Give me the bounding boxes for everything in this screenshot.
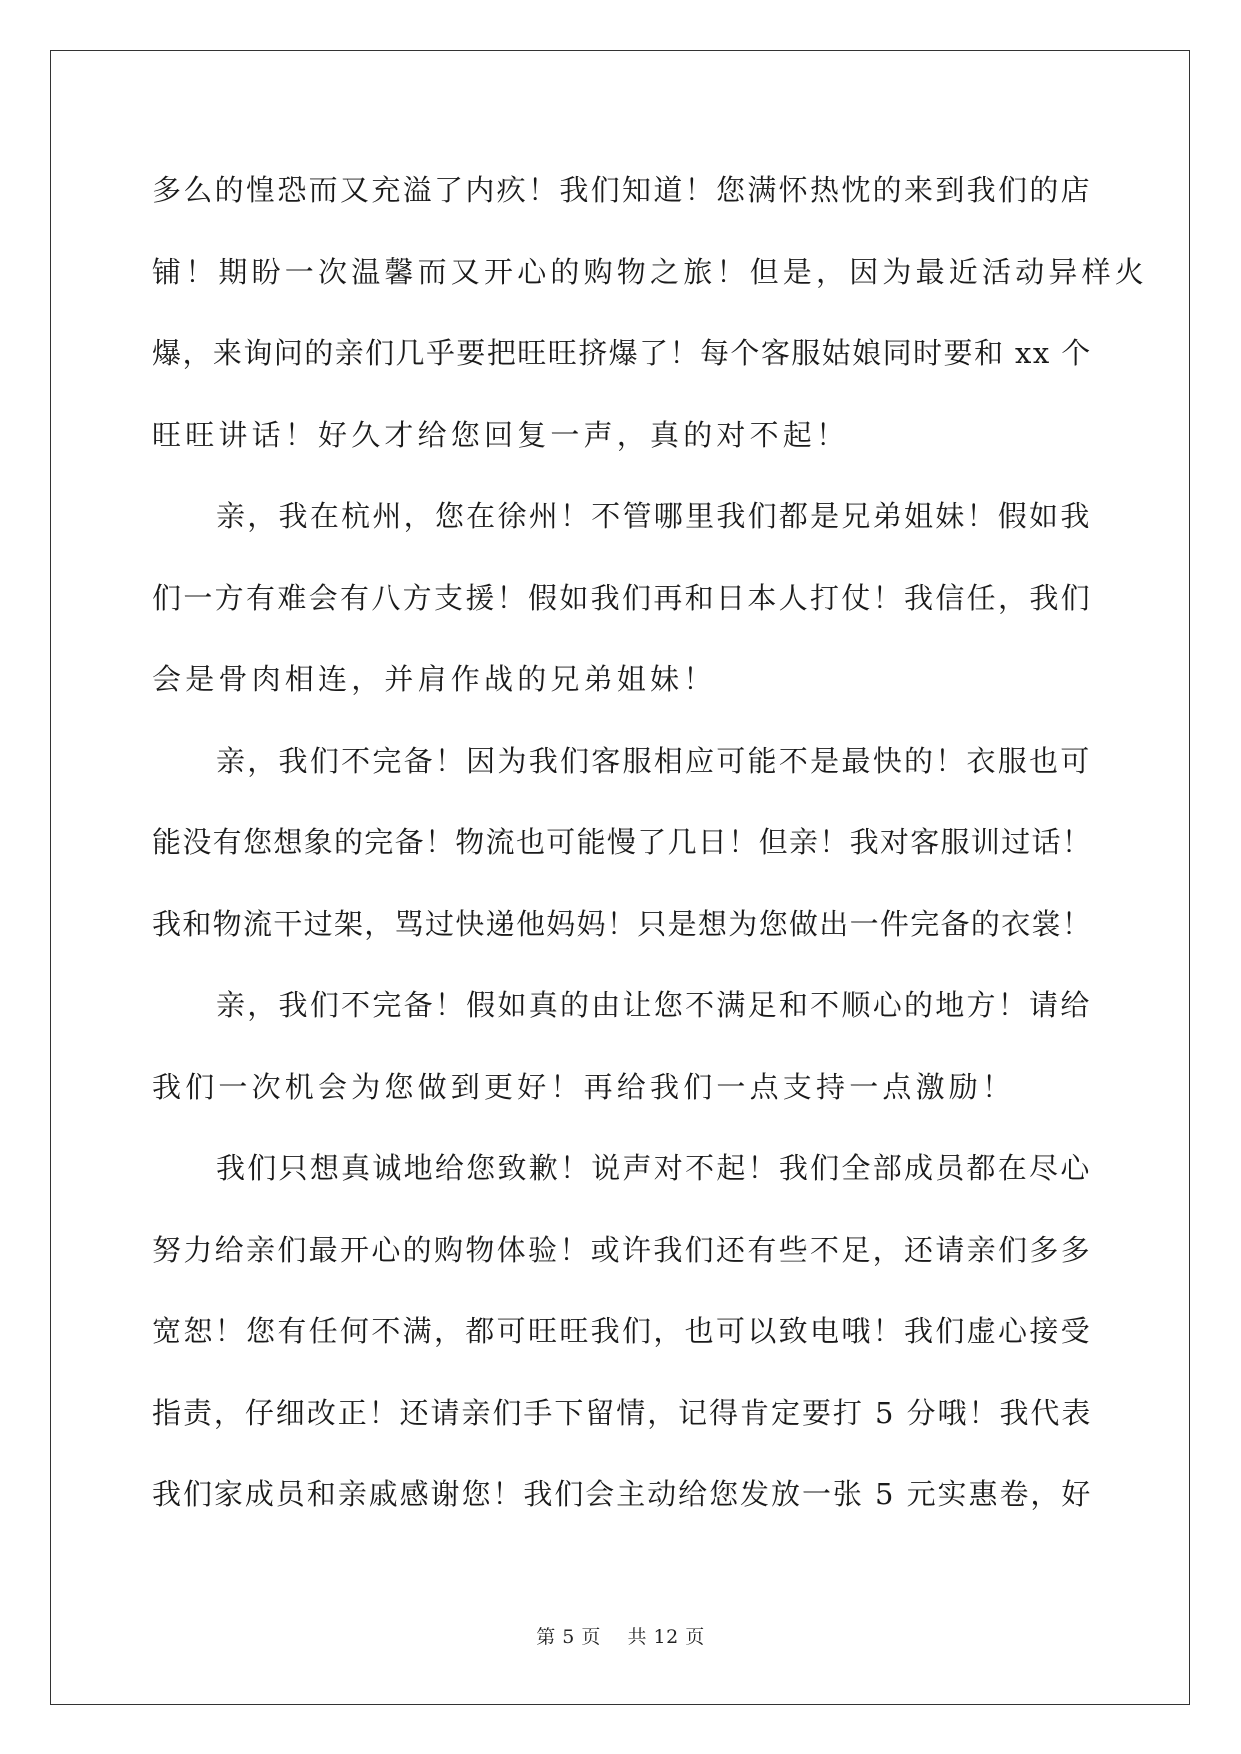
text-line [152, 899, 1092, 981]
text-line [152, 410, 1092, 492]
text-line-content: 我们家成员和亲戚感谢您！我们会主动给您发放一张 5 元实惠卷，好 [152, 1477, 1093, 1511]
text-line-content: 宽恕！您有任何不满，都可旺旺我们，也可以致电哦！我们虚心接受 [152, 1314, 1093, 1348]
text-line-content: 旺旺讲话！好久才给您回复一声，真的对不起！ [152, 417, 850, 452]
text-line-content: 亲，我们不完备！因为我们客服相应可能不是最快的！衣服也可 [216, 743, 1092, 778]
page-number: 第 5 页 [536, 1626, 601, 1648]
text-line [152, 980, 1092, 1062]
text-line [152, 1062, 1092, 1144]
text-line [152, 1143, 1092, 1225]
text-line [152, 817, 1092, 899]
text-line [152, 736, 1092, 818]
text-line [152, 1469, 1092, 1551]
text-line-content: 能没有您想象的完备！物流也可能慢了几日！但亲！我对客服训过话！ [152, 825, 1093, 859]
text-line [152, 1388, 1092, 1470]
text-line-content: 亲，我们不完备！假如真的由让您不满足和不顺心的地方！请给 [216, 988, 1092, 1022]
text-line-content: 铺！期盼一次温馨而又开心的购物之旅！但是，因为最近活动异样火 [152, 254, 1149, 289]
text-line-content: 我们一次机会为您做到更好！再给我们一点支持一点激励！ [152, 1069, 1016, 1104]
text-line [152, 491, 1092, 573]
text-line-content: 努力给亲们最开心的购物体验！或许我们还有些不足，还请亲们多多 [152, 1232, 1093, 1267]
text-line-content: 多么的惶恐而又充溢了内疚！我们知道！您满怀热忱的来到我们的店 [152, 173, 1093, 207]
text-line [152, 1306, 1092, 1388]
text-line-content: 亲，我在杭州，您在徐州！不管哪里我们都是兄弟姐妹！假如我 [216, 499, 1092, 533]
text-line [152, 328, 1092, 410]
text-line-content: 们一方有难会有八方支援！假如我们再和日本人打仗！我信任，我们 [152, 580, 1093, 615]
text-line-content: 指责，仔细改正！还请亲们手下留情，记得肯定要打 5 分哦！我代表 [152, 1395, 1093, 1430]
text-line-content: 我和物流干过架，骂过快递他妈妈！只是想为您做出一件完备的衣裳！ [152, 906, 1093, 941]
text-line [152, 573, 1092, 655]
text-line-content: 会是骨肉相连，并肩作战的兄弟姐妹！ [152, 662, 717, 696]
text-line [152, 247, 1149, 329]
page-footer [0, 1622, 1241, 1649]
document-body [152, 165, 1149, 1551]
text-line [152, 165, 1092, 247]
text-line [152, 654, 1092, 736]
page-total: 共 12 页 [627, 1626, 705, 1648]
text-line-content: 爆，来询问的亲们几乎要把旺旺挤爆了！每个客服姑娘同时要和 xx 个 [152, 336, 1092, 370]
text-line-content: 我们只想真诚地给您致歉！说声对不起！我们全部成员都在尽心 [216, 1151, 1092, 1185]
text-line [152, 1225, 1092, 1307]
